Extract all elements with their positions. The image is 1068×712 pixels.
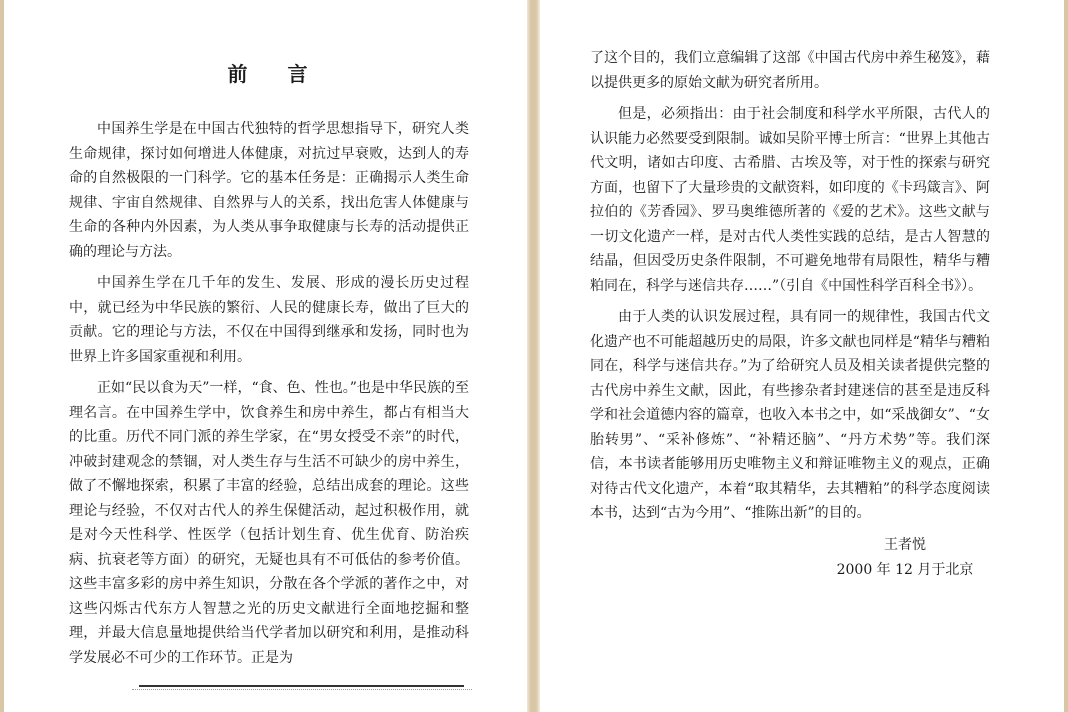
left-page-body bbox=[69, 117, 469, 677]
paragraph: 但是，必须指出：由于社会制度和科学水平所限，古代人的认识能力必然要受到限制。诚如吴阶平博士所言：“世界上其他古代文明，诸如古印度、古希腊、古埃及等，对于性的探索与研究方面，也留下了大量珍贵的文献资料，如印度的《卡玛箴言》、阿拉伯的《芳香园》、罗马奥维德所著的《爱的艺术》。这些文献与一切文化遗产一样，是对古代人类性实践的总结，是古人智慧的结晶，但因受历史条件限制，不可避免地带有局限性，精华与糟粕同在，科学与迷信共存……”（引自《中国性科学百科全书》）。 bbox=[590, 106, 990, 294]
gutter-shadow-left bbox=[527, 0, 531, 712]
paragraph: 由于人类的认识发展过程，具有同一的规律性，我国古代文化遗产也不可能超越历史的局限，许多文献也同样是“精华与糟粕同在，科学与迷信共存。”为了给研究人员及相关读者提供完整的古代房中养生文献，因此，有些掺杂者封建迷信的甚至是违反科学和社会道德内容的篇章，也收入本书之中，如“采战御女”、“女胎转男”、“采补修炼”、“补精还脑”、“丹方术势”等。我们深信，本书读者能够用历史唯物主义和辩证唯物主义的观点，正确对待古代文化遗产，本着“取其精华，去其糟粕”的科学态度阅读本书，达到“古为今用”、“推陈出新”的目的。 bbox=[590, 309, 990, 521]
right-page bbox=[540, 0, 1064, 712]
signature-block bbox=[830, 533, 980, 583]
paragraph: 中国养生学在几千年的发生、发展、形成的漫长历史过程中，就已经为中华民族的繁衍、人民的健康长寿，做出了巨大的贡献。它的理论与方法，不仅在中国得到继承和发扬，同时也为世界上许多国家重视和利用。 bbox=[69, 275, 469, 365]
left-page bbox=[4, 0, 531, 712]
paragraph: 了这个目的，我们立意编辑了这部《中国古代房中养生秘笈》，藉以提供更多的原始文献为研究者所用。 bbox=[590, 50, 990, 91]
author-name: 王者悦 bbox=[884, 537, 926, 553]
date-line: 2000 年 12 月于北京 bbox=[836, 562, 974, 578]
paragraph: 中国养生学是在中国古代独特的哲学思想指导下，研究人类生命规律，探讨如何增进人体健康，对抗过早衰败，达到人的寿命的自然极限的一门科学。它的基本任务是：正确揭示人类生命规律、宇宙自然规律、自然界与人的关系，找出危害人体健康与生命的各种内外因素，为人类从事争取健康与长寿的活动提供正确的理论与方法。 bbox=[69, 121, 469, 260]
bottom-rule bbox=[139, 685, 464, 687]
bottom-rule-dots bbox=[132, 689, 472, 690]
page-title: 前 言 bbox=[227, 62, 308, 86]
right-page-body bbox=[590, 46, 990, 533]
paragraph: 正如“民以食为天”一样，“食、色、性也。”也是中华民族的至理名言。在中国养生学中，饮食养生和房中养生，都占有相当大的比重。历代不同门派的养生学家，在“男女授受不亲”的时代，冲破封建观念的禁锢，对人类生存与生活不可缺少的房中养生，做了不懈地探索，积累了丰富的经验，总结出成套的理论。这些理论与经验，不仅对古代人的养生保健活动，起过积极作用，就是对今天性科学、性医学（包括计划生育、优生优育、防治疾病、抗衰老等方面）的研究，无疑也具有不可低估的参考价值。这些丰富多彩的房中养生知识，分散在各个学派的著作之中，对这些闪烁古代东方人智慧之光的历史文献进行全面地挖掘和整理，并最大信息量地提供给当代学者加以研究和利用，是推动科学发展必不可少的工作环节。正是为 bbox=[69, 380, 469, 666]
